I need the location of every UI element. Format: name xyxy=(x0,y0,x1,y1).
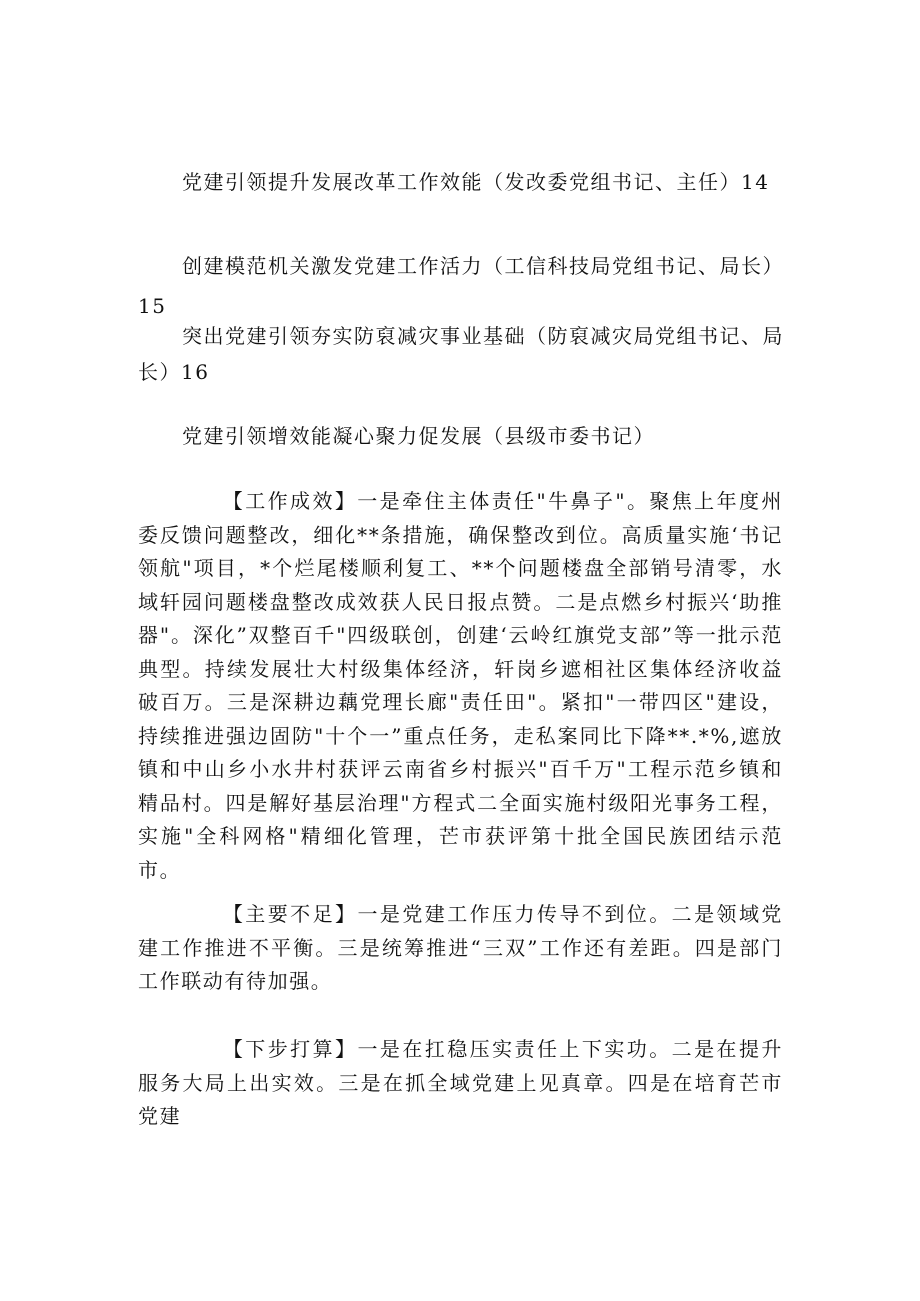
toc-entry-3 xyxy=(138,318,788,390)
toc-entry-4 xyxy=(138,416,788,456)
paragraph-main-shortcomings-text: 【主要不足】一是党建工作压力传导不到位。二是领域党建工作推进不平衡。三是统筹推进“三双”工作还有差距。四是部门工作联动有待加强。 xyxy=(138,902,783,993)
toc-entry-3-text: 突出党建引领夯实防裒减灾事业基础（防裒减灾局党组书记、局长）16 xyxy=(138,324,784,384)
toc-entry-1 xyxy=(138,162,788,202)
paragraph-next-steps xyxy=(138,1033,783,1134)
paragraph-main-shortcomings xyxy=(138,898,783,999)
toc-entry-4-text: 党建引领增效能凝心聚力促发展（县级市委书记） xyxy=(182,424,655,448)
toc-entry-1-text: 党建引领提升发展改革工作效能（发改委党组书记、主任）14 xyxy=(182,170,770,194)
paragraph-next-steps-text: 【下步打算】一是在扛稳压实责任上下实功。二是在提升服务大局上出实效。三是在抓全域党建上见真章。四是在培育芒市党建 xyxy=(138,1037,783,1128)
paragraph-work-results xyxy=(138,485,783,887)
toc-entry-2-text: 创建模范机关激发党建工作活力（工信科技局党组书记、局长）15 xyxy=(138,254,784,318)
toc-entry-2 xyxy=(138,246,788,326)
paragraph-work-results-text: 【工作成效】一是牵住主体责任"牛鼻子"。聚焦上年度州委反馈问题整改，细化**条措施，确保整改到位。高质量实施‘书记领航"项目，*个烂尾楼顺利复工、**个问题楼盘全部销号清零，水域轩园问题楼盘整改成效获人民日报点赞。二是点燃乡村振兴‘助推器"。深化”双整百千"四级联创，创建‘云岭红旗党支部”等一批示范典型。持续发展壮大村级集体经济，轩岗乡遮相社区集体经济收益破百万。三是深耕边藕党理长廊"责任田"。紧扣"一带四区"建设，持续推进强边固防"十个一”重点任务，走私案同比下降**.*%,遮放镇和中山乡小水井村获评云南省乡村振兴"百千万"工程示范乡镇和精品村。四是解好基层治理"方程式二全面实施村级阳光事务工程，实施"全科网格"精细化管理，芒市获评第十批全国民族团结示范市。 xyxy=(138,489,783,882)
